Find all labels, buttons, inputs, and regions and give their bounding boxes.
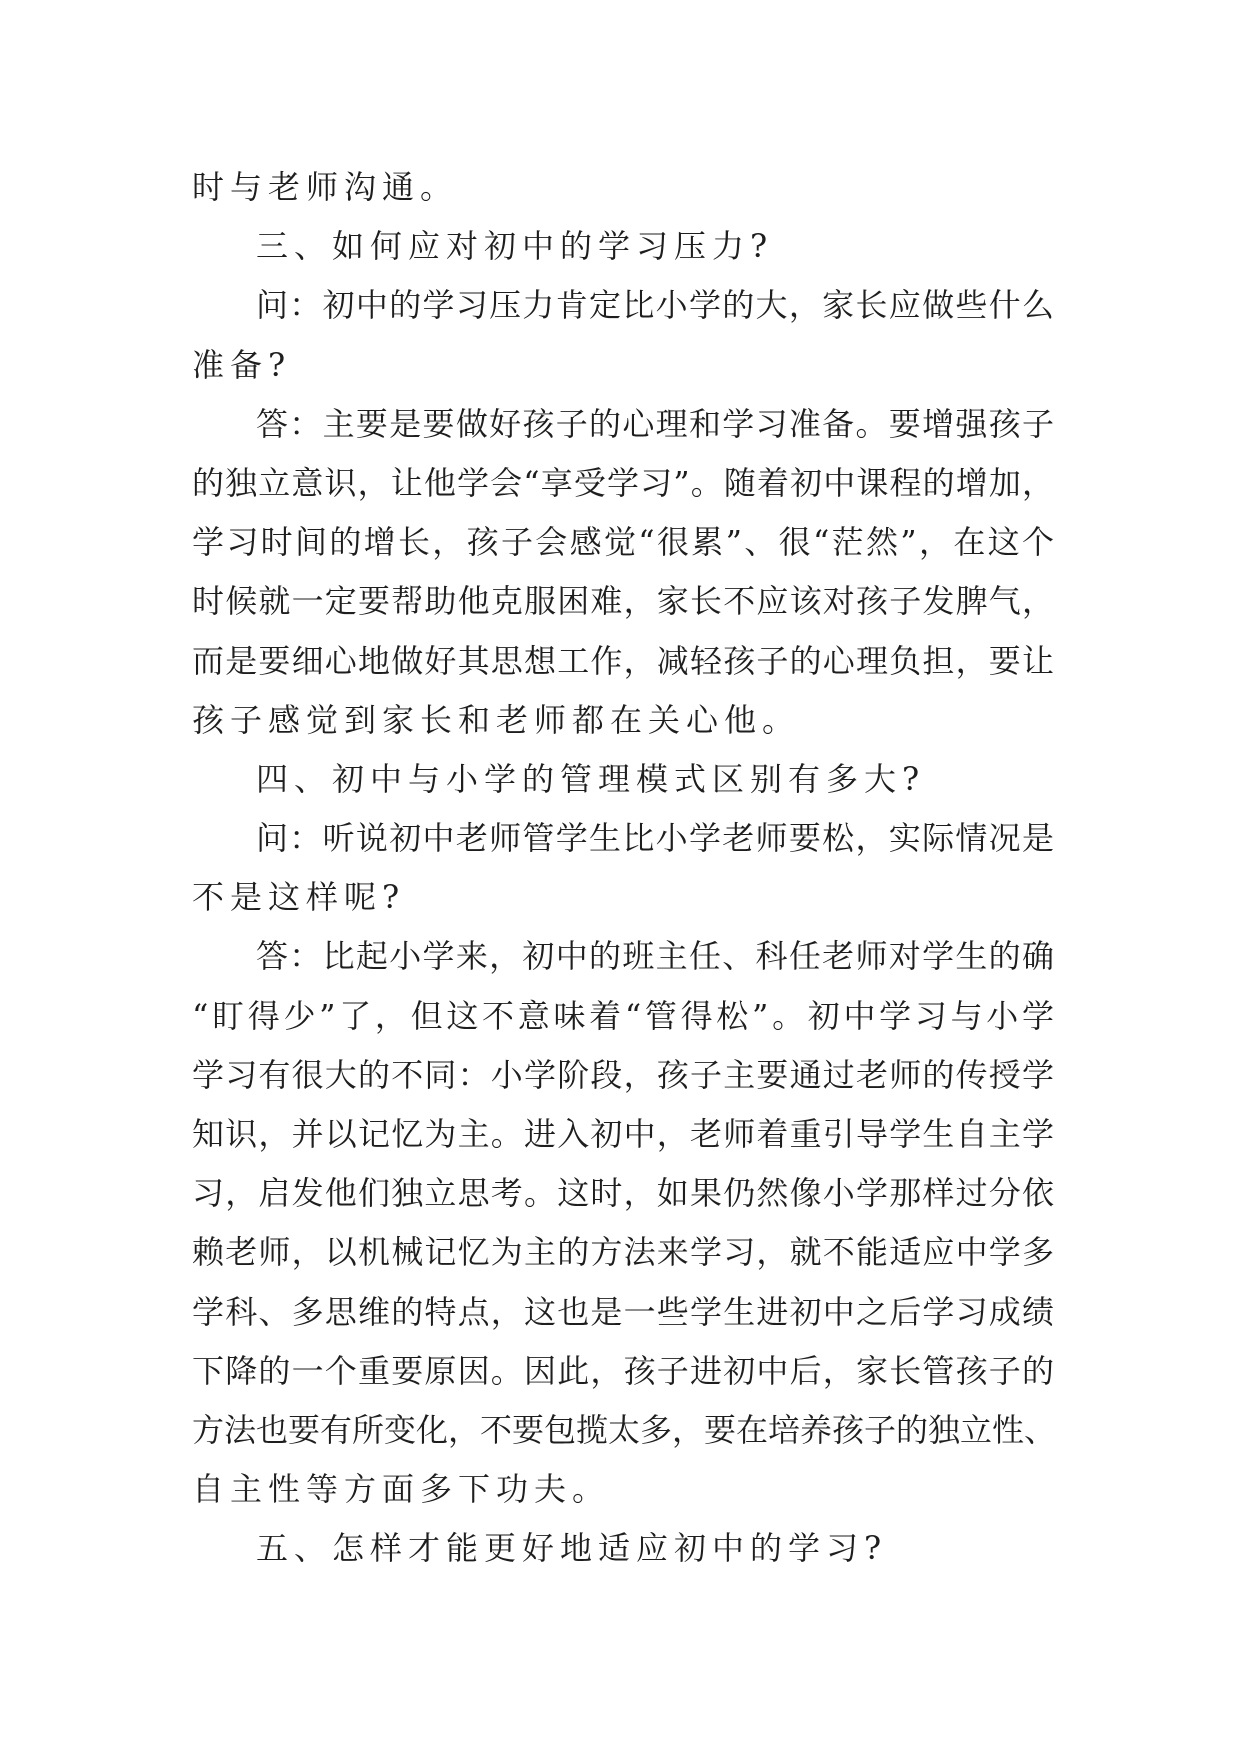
paragraph-line: 学科、多思维的特点，这也是一些学生进初中之后学习成绩 — [192, 1292, 1054, 1331]
paragraph-line: 学习时间的增长，孩子会感觉“很累”、很“茫然”，在这个 — [192, 523, 1054, 562]
paragraph-line: 时与老师沟通。 — [192, 168, 459, 206]
paragraph-line: “盯得少”了，但这不意味着“管得松”。初中学习与小学 — [192, 996, 1054, 1035]
paragraph-line: 时候就一定要帮助他克服困难，家长不应该对孩子发脾气， — [192, 582, 1054, 621]
paragraph-line: 而是要细心地做好其思想工作，减轻孩子的心理负担，要让 — [192, 641, 1054, 680]
section-heading-3: 三、如何应对初中的学习压力? — [256, 227, 774, 266]
paragraph-line: 知识，并以记忆为主。进入初中，老师着重引导学生自主学 — [192, 1115, 1054, 1153]
section-heading-4: 四、初中与小学的管理模式区别有多大? — [256, 759, 926, 798]
document-body — [192, 158, 1057, 1579]
paragraph-line: 学习有很大的不同：小学阶段，孩子主要通过老师的传授学 — [192, 1055, 1054, 1094]
paragraph-line: 下降的一个重要原因。因此，孩子进初中后，家长管孩子的 — [192, 1351, 1054, 1390]
paragraph-line: 习，启发他们独立思考。这时，如果仍然像小学那样过分依 — [192, 1174, 1054, 1213]
paragraph-line: 赖老师，以机械记忆为主的方法来学习，就不能适应中学多 — [192, 1233, 1054, 1272]
section-heading-5: 五、怎样才能更好地适应初中的学习? — [256, 1529, 888, 1568]
answer-line: 答：主要是要做好孩子的心理和学习准备。要增强孩子 — [256, 404, 1054, 443]
paragraph-line: 不是这样呢? — [192, 878, 406, 917]
question-line: 问：听说初中老师管学生比小学老师要松，实际情况是 — [256, 819, 1054, 858]
paragraph-line: 的独立意识，让他学会“享受学习”。随着初中课程的增加， — [192, 463, 1054, 502]
answer-line: 答：比起小学来，初中的班主任、科任老师对学生的确 — [256, 937, 1054, 976]
paragraph-line: 准备? — [192, 345, 292, 384]
paragraph-line: 自主性等方面多下功夫。 — [192, 1470, 611, 1509]
question-line: 问：初中的学习压力肯定比小学的大，家长应做些什么 — [256, 286, 1054, 325]
paragraph-line: 孩子感觉到家长和老师都在关心他。 — [192, 700, 801, 739]
paragraph-line: 方法也要有所变化，不要包揽太多，要在培养孩子的独立性、 — [192, 1410, 1057, 1449]
